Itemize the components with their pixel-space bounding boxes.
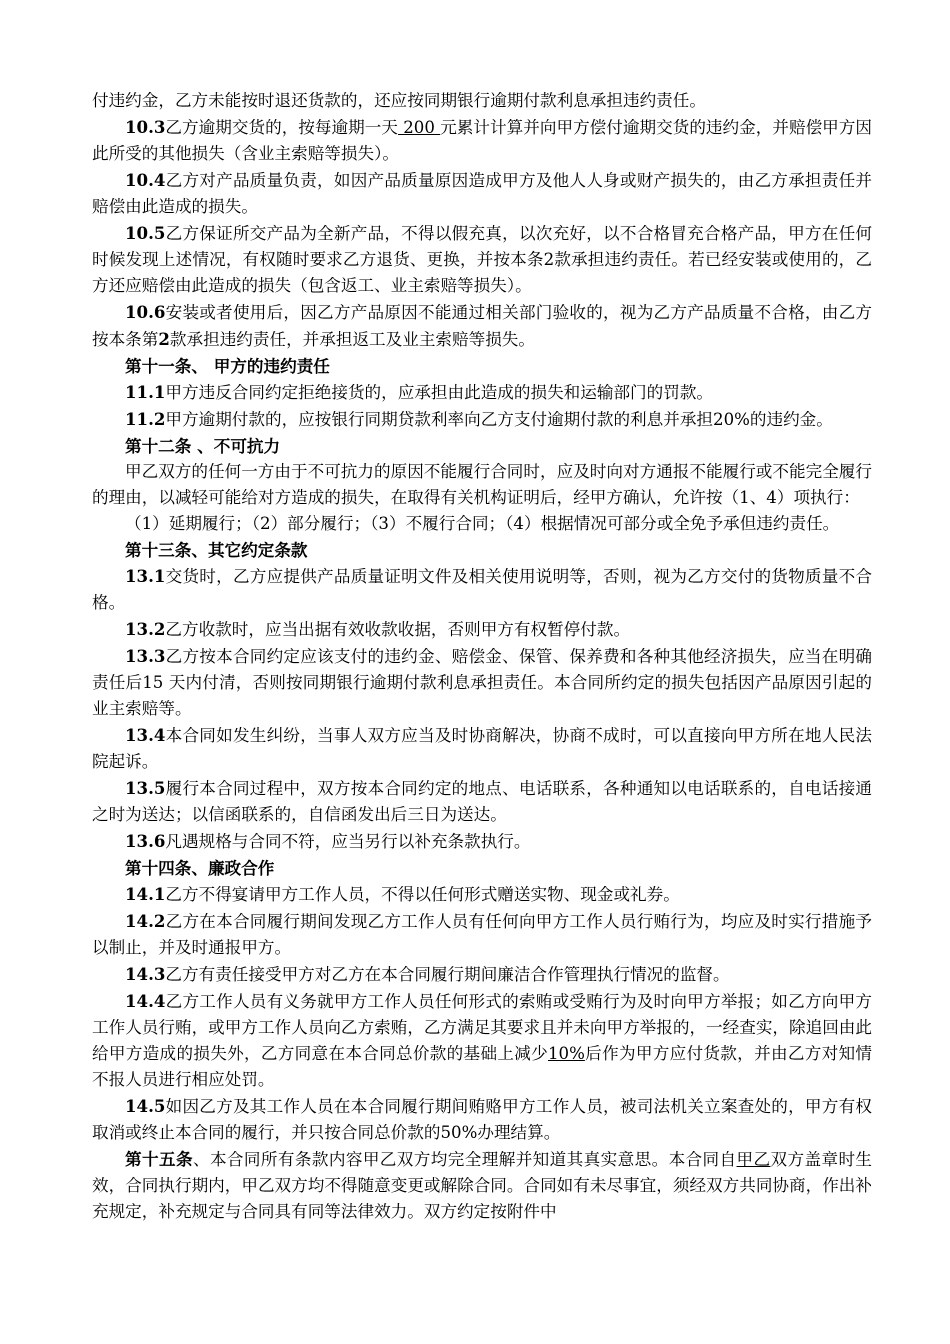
clause-text: 本合同如发生纠纷，当事人双方应当及时协商解决，协商不成时，可以直接向甲方所在地人民法院起诉。 bbox=[92, 726, 872, 771]
clause-13-6 bbox=[92, 828, 872, 855]
clause-text: 乙方有责任接受甲方对乙方在本合同履行期间廉洁合作管理执行情况的监督。 bbox=[165, 965, 730, 984]
clause-text: 双方盖章时生效，合同执行期内，甲乙双方均不得随意变更或解除合同。合同如有未尽事宜，须经双方共同协商，作出补充规定，补充规定与合同具有同等法律效力。双方约定按附件中 bbox=[92, 1150, 873, 1221]
clause-number: 13.1 bbox=[125, 566, 166, 586]
clause-text: 安装或者使用后，因乙方产品原因不能通过相关部门验收的，视为乙方产品质量不合格，由乙方按本条第 bbox=[92, 303, 872, 349]
parties-label: 甲乙 bbox=[736, 1150, 771, 1169]
clause-number: 13.3 bbox=[125, 646, 166, 666]
article-15 bbox=[92, 1146, 872, 1225]
clause-14-4 bbox=[92, 988, 872, 1093]
clause-number: 14.4 bbox=[125, 991, 166, 1011]
clause-10-4 bbox=[92, 167, 872, 220]
article-12-options: （1）延期履行；（2）部分履行；（3）不履行合同；（4）根据情况可部分或全免予承但违约责任。 bbox=[125, 514, 840, 533]
clause-number: 13.5 bbox=[125, 778, 166, 798]
clause-text: 元累计计算并向甲方偿付逾期交货的违约金，并赔偿甲方因此所受的其他损失（含业主索赔等损失）。 bbox=[92, 118, 872, 163]
clause-text: 乙方工作人员有义务就甲方工作人员任何形式的索贿或受贿行为及时向甲方举报；如乙方向甲方工作人员行贿，或甲方工作人员向乙方索贿，乙方满足其要求且并未向甲方举报的，一经查实，除追回由此给甲方造成的损失外，乙方同意在本合同总价款的基础上减少 bbox=[92, 992, 872, 1063]
clause-14-5 bbox=[92, 1093, 872, 1146]
clause-text: 甲方逾期付款的，应按银行同期贷款利率向乙方支付逾期付款的利息并承担20%的违约金。 bbox=[165, 410, 833, 429]
reduction-percent: 10% bbox=[548, 1044, 585, 1063]
clause-number: 10.4 bbox=[125, 170, 166, 190]
clause-13-4 bbox=[92, 722, 872, 775]
clause-10-6 bbox=[92, 299, 872, 353]
article-11-heading: 第十一条、 甲方的违约责任 bbox=[125, 356, 330, 376]
clause-text: 如因乙方及其工作人员在本合同履行期间贿赂甲方工作人员，被司法机关立案查处的，甲方有权取消或终止本合同的履行，并只按合同总价款的50%办理结算。 bbox=[92, 1097, 872, 1142]
clause-text: 甲方违反合同约定拒绝接货的，应承担由此造成的损失和运输部门的罚款。 bbox=[165, 383, 714, 402]
clause-number: 11.2 bbox=[125, 409, 166, 429]
clause-10-3 bbox=[92, 114, 872, 167]
clause-number: 13.4 bbox=[125, 725, 166, 745]
clause-number: 10.5 bbox=[125, 223, 166, 243]
clause-13-2 bbox=[92, 616, 872, 643]
contract-page bbox=[92, 88, 872, 1225]
clause-number: 13.6 bbox=[125, 831, 166, 851]
clause-text: 乙方在本合同履行期间发现乙方工作人员有任何向甲方工作人员行贿行为，均应及时实行措施予以制止，并及时通报甲方。 bbox=[92, 912, 872, 957]
clause-number: 11.1 bbox=[125, 382, 166, 402]
article-12-heading: 第十二条 、不可抗力 bbox=[125, 436, 281, 456]
article-13-heading: 第十三条、其它约定条款 bbox=[125, 540, 308, 560]
article-12-body: 甲乙双方的任何一方由于不可抗力的原因不能履行合同时，应及时向对方通报不能履行或不能完全履行的理由，以减轻可能给对方造成的损失，在取得有关机构证明后，经甲方确认，允许按（1、4）项执行： bbox=[92, 462, 872, 507]
clause-number: 13.2 bbox=[125, 619, 166, 639]
clause-text: 乙方对产品质量负责，如因产品质量原因造成甲方及他人人身或财产损失的，由乙方承担责任并赔偿由此造成的损失。 bbox=[92, 171, 872, 216]
clause-11-2 bbox=[92, 406, 872, 433]
clause-text: 乙方按本合同约定应该支付的违约金、赔偿金、保管、保养费和各种其他经济损失，应当在明确责任后15 天内付清，否则按同期银行逾期付款利息承担责任。本合同所约定的损失包括因产品原因引起的业主索赔等。 bbox=[92, 647, 872, 718]
clause-number: 14.2 bbox=[125, 911, 166, 931]
clause-text: 履行本合同过程中，双方按本合同约定的地点、电话联系，各种通知以电话联系的，自电话接通之时为送达；以信函联系的，自信函发出后三日为送达。 bbox=[92, 779, 872, 824]
clause-13-3 bbox=[92, 643, 872, 722]
clause-text: 乙方保证所交产品为全新产品，不得以假充真，以次充好，以不合格冒充合格产品，甲方在任何时候发现上述情况，有权随时要求乙方退货、更换，并按本条2款承担违约责任。若已经安装或使用的，乙方还应赔偿由此造成的损失（包含返工、业主索赔等损失）。 bbox=[92, 224, 872, 295]
article-14-heading: 第十四条、廉政合作 bbox=[125, 858, 275, 878]
clause-14-3 bbox=[92, 961, 872, 988]
clause-number: 10.6 bbox=[125, 302, 166, 322]
clause-14-2 bbox=[92, 908, 872, 961]
clause-14-1 bbox=[92, 881, 872, 908]
clause-text: 后作为甲方应付货款，并由乙方对知情不报人员进行相应处罚。 bbox=[92, 1044, 873, 1089]
clause-11-1 bbox=[92, 379, 872, 406]
paragraph-10-2-continuation: 付违约金，乙方未能按时退还货款的，还应按同期银行逾期付款利息承担违约责任。 bbox=[92, 91, 706, 110]
clause-number: 10.3 bbox=[125, 117, 166, 137]
clause-text: 交货时，乙方应提供产品质量证明文件及相关使用说明等，否则，视为乙方交付的货物质量不合格。 bbox=[92, 567, 872, 612]
clause-text: 乙方收款时，应当出据有效收款收据，否则甲方有权暂停付款。 bbox=[165, 620, 631, 639]
penalty-amount: 200 bbox=[397, 118, 441, 137]
clause-text: 、本合同所有条款内容甲乙双方均完全理解并知道其真实意思。本合同自 bbox=[192, 1150, 737, 1169]
clause-text: 乙方逾期交货的，按每逾期一天 bbox=[165, 118, 398, 137]
clause-10-5 bbox=[92, 220, 872, 299]
clause-number: 14.1 bbox=[125, 884, 166, 904]
clause-text: 乙方不得宴请甲方工作人员，不得以任何形式赠送实物、现金或礼券。 bbox=[165, 885, 680, 904]
clause-number: 14.3 bbox=[125, 964, 166, 984]
clause-ref: 2 bbox=[158, 329, 170, 349]
clause-13-1 bbox=[92, 563, 872, 616]
clause-text: 凡遇规格与合同不符，应当另行以补充条款执行。 bbox=[165, 832, 531, 851]
article-15-heading: 第十五条 bbox=[125, 1149, 193, 1169]
clause-13-5 bbox=[92, 775, 872, 828]
clause-number: 14.5 bbox=[125, 1096, 166, 1116]
clause-text: 款承担违约责任，并承担返工及业主索赔等损失。 bbox=[169, 330, 535, 349]
